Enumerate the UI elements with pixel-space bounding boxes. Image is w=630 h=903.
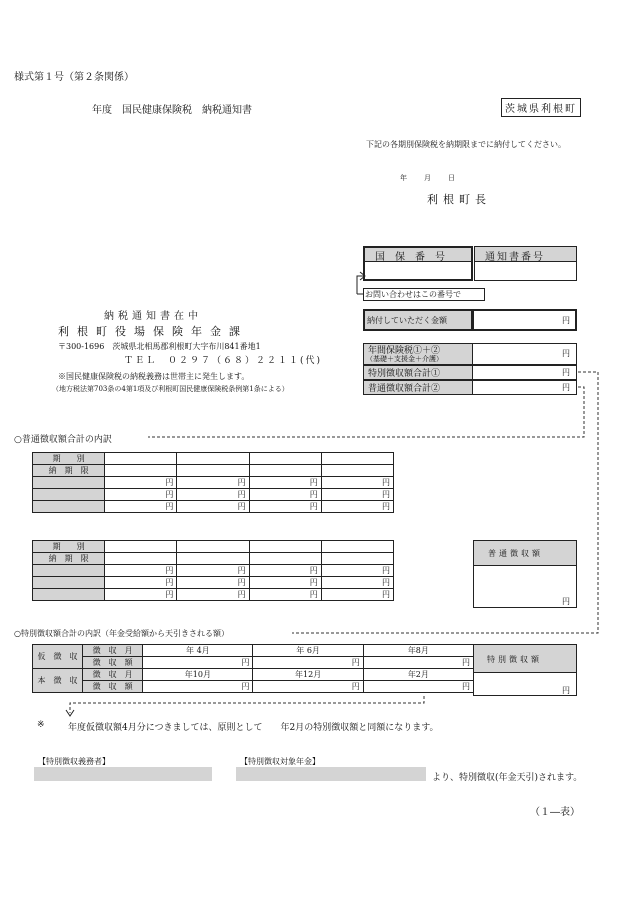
table-cell <box>105 541 177 553</box>
ordinary-total-label: 普通徴収額合計② <box>368 384 441 394</box>
table-cell <box>105 453 177 465</box>
table-cell: 徴 収 月 <box>83 669 143 681</box>
table-cell <box>321 541 393 553</box>
table-cell <box>105 465 177 477</box>
table-cell: 円 <box>363 657 473 669</box>
table-row <box>33 477 394 489</box>
mayor-name: 利根町長 <box>427 193 491 206</box>
table-cell: 円 <box>105 589 177 601</box>
table-cell: 円 <box>177 565 249 577</box>
footnote-text: 年度仮徴収額4月分につきましては、原則として 年2月の特別徴収額と同額になります。 <box>68 723 439 733</box>
due-label: 納 期 限 <box>33 465 105 477</box>
table-cell <box>177 465 249 477</box>
table-cell: 円 <box>105 577 177 589</box>
table-cell <box>33 501 105 513</box>
office-name: 利根町役場保険年金課 <box>58 325 248 338</box>
table-cell: 円 <box>177 489 249 501</box>
table-row <box>33 501 394 513</box>
inquiry-note: お問い合わせはこの番号で <box>365 290 461 299</box>
table-cell: 円 <box>321 477 393 489</box>
special-table <box>32 644 474 693</box>
table-cell: 円 <box>177 577 249 589</box>
table-cell: 円 <box>253 657 363 669</box>
form-number: 様式第１号（第２条関係） <box>14 72 134 83</box>
table-cell: 年10月 <box>143 669 253 681</box>
special-total-label: 特別徴収額合計① <box>368 369 441 379</box>
table-cell <box>249 453 321 465</box>
table-cell: 円 <box>105 489 177 501</box>
table-cell: 円 <box>177 589 249 601</box>
table-cell <box>177 453 249 465</box>
footnote-mark: ※ <box>37 720 45 730</box>
table-cell: 円 <box>249 577 321 589</box>
ordinary-total-yen-cell: 円 <box>562 597 570 606</box>
table-cell <box>321 453 393 465</box>
table-cell: 円 <box>321 501 393 513</box>
table-cell <box>249 553 321 565</box>
special-section-title: ○特別徴収額合計の内訳（年金受給額から天引きされる額） <box>14 629 229 638</box>
legal-note: （地方税法第703条の4第1項及び利根町国民健康保険税条例第1条による） <box>52 385 289 393</box>
table-cell: 円 <box>143 657 253 669</box>
annual-sublabel: （基礎＋支援金＋介護） <box>366 355 443 363</box>
period-label: 期 別 <box>33 541 105 553</box>
table-cell <box>177 541 249 553</box>
ordinary-section-title: ○普通徴収額合計の内訳 <box>14 432 114 445</box>
table-cell: 円 <box>249 565 321 577</box>
annual-yen: 円 <box>562 349 570 358</box>
table-cell <box>321 465 393 477</box>
ordinary-total-header: 普通徴収額 <box>488 549 543 558</box>
table-row <box>33 565 394 577</box>
table-cell <box>249 465 321 477</box>
table-cell: 年12月 <box>253 669 363 681</box>
table-row <box>33 489 394 501</box>
kokuho-number-label: 国 保 番 号 <box>375 252 445 263</box>
table-cell <box>33 589 105 601</box>
pension-label: 【特別徴収対象年金】 <box>240 757 320 766</box>
table-cell <box>33 577 105 589</box>
table-cell: 徴 収 額 <box>83 657 143 669</box>
table-cell: 円 <box>177 501 249 513</box>
table-row <box>33 589 394 601</box>
table-cell: 円 <box>105 477 177 489</box>
payment-label: 納付していただく金額 <box>367 316 447 325</box>
table-cell <box>33 489 105 501</box>
obligor-field <box>34 767 212 781</box>
page-number: （１―表） <box>530 807 580 818</box>
ordinary-table-2 <box>32 540 394 601</box>
table-cell: 円 <box>321 589 393 601</box>
pension-field <box>236 767 426 781</box>
municipality-stamp: 茨城県利根町 <box>501 98 581 117</box>
obligor-label: 【特別徴収義務者】 <box>38 757 110 766</box>
payment-yen: 円 <box>562 316 570 325</box>
office-address: 〒300-1696 茨城県北相馬郡利根町大字布川841番地1 <box>58 342 261 351</box>
table-cell <box>249 541 321 553</box>
table-cell: 年 4月 <box>143 645 253 657</box>
table-cell <box>177 553 249 565</box>
table-cell <box>33 477 105 489</box>
bottom-suffix: より、特別徴収(年金天引)されます。 <box>432 773 583 783</box>
special-total-yen-cell: 円 <box>562 686 570 695</box>
period-label: 期 別 <box>33 453 105 465</box>
table-cell: 円 <box>321 489 393 501</box>
ordinary-table-1 <box>32 452 394 513</box>
table-cell: 円 <box>105 501 177 513</box>
table-cell: 円 <box>143 681 253 693</box>
due-label: 納 期 限 <box>33 553 105 565</box>
ordinary-total-yen: 円 <box>562 383 570 392</box>
page-title: 年度 国民健康保険税 納税通知書 <box>92 105 252 116</box>
table-cell: 年8月 <box>363 645 473 657</box>
table-cell: 年 6月 <box>253 645 363 657</box>
table-cell <box>33 565 105 577</box>
table-cell: 円 <box>249 501 321 513</box>
table-cell: 円 <box>249 477 321 489</box>
table-cell: 円 <box>253 681 363 693</box>
table-cell: 円 <box>321 577 393 589</box>
table-cell: 円 <box>177 477 249 489</box>
enclosed-label: 納税通知書在中 <box>104 311 202 322</box>
annual-label: 年間保険税①＋② <box>368 346 441 356</box>
table-cell: 徴 収 月 <box>83 645 143 657</box>
main-label: 本 徴 収 <box>33 669 83 693</box>
table-cell: 徴 収 額 <box>83 681 143 693</box>
issue-date: 年 月 日 <box>400 174 456 182</box>
table-cell: 円 <box>249 589 321 601</box>
taxpayer-note: ※国民健康保険税の納税義務は世帯主に発生します。 <box>58 372 250 381</box>
table-cell <box>105 553 177 565</box>
table-cell: 円 <box>249 489 321 501</box>
instruction-text: 下記の各期別保険税を納期限までに納付してください。 <box>366 140 566 149</box>
table-cell: 円 <box>321 565 393 577</box>
special-total-yen: 円 <box>562 368 570 377</box>
table-cell <box>321 553 393 565</box>
table-cell: 円 <box>105 565 177 577</box>
table-cell: 円 <box>363 681 473 693</box>
notice-number-label: 通知書番号 <box>485 252 545 263</box>
provisional-label: 仮 徴 収 <box>33 645 83 669</box>
special-total-header: 特別徴収額 <box>487 655 542 664</box>
table-cell: 年2月 <box>363 669 473 681</box>
office-tel: ＴＥＬ ０２９７（６８）２２１１(代) <box>124 356 323 366</box>
table-row <box>33 577 394 589</box>
